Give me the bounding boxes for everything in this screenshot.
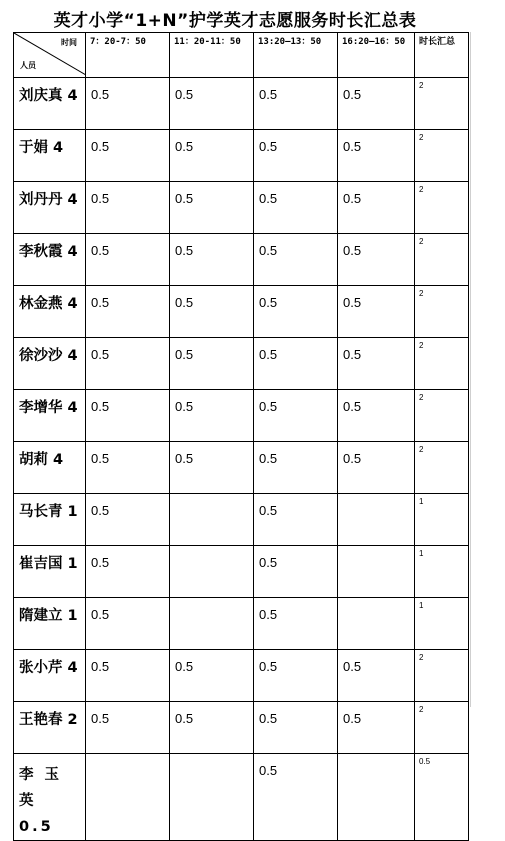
hours-cell: 0.5 [86, 494, 170, 546]
total-cell: 2 [415, 650, 469, 702]
person-name: 李秋霞 4 [14, 234, 86, 286]
person-name: 于娟 4 [14, 130, 86, 182]
hours-cell: 0.5 [170, 286, 254, 338]
table-row [14, 494, 469, 546]
hours-cell [170, 546, 254, 598]
hours-cell: 0.5 [254, 546, 338, 598]
hours-cell: 0.5 [170, 130, 254, 182]
hours-cell: 0.5 [338, 442, 415, 494]
table-row [14, 754, 469, 841]
hours-cell: 0.5 [254, 234, 338, 286]
hours-cell: 0.5 [338, 78, 415, 130]
hours-cell: 0.5 [254, 702, 338, 754]
person-name-line1: 李 玉 英 [19, 767, 63, 809]
hours-cell: 0.5 [86, 390, 170, 442]
hours-cell: 0.5 [254, 286, 338, 338]
hours-cell: 0.5 [338, 650, 415, 702]
hours-cell: 0.5 [170, 390, 254, 442]
person-name [14, 754, 86, 841]
hours-cell: 0.5 [254, 442, 338, 494]
total-cell: 1 [415, 546, 469, 598]
hours-cell: 0.5 [86, 598, 170, 650]
total-cell: 2 [415, 338, 469, 390]
document-title: 英才小学“1+N”护学英才志愿服务时长汇总表 [53, 11, 417, 31]
total-cell: 0.5 [415, 754, 469, 841]
hours-cell: 0.5 [254, 650, 338, 702]
total-cell: 2 [415, 286, 469, 338]
total-cell: 1 [415, 494, 469, 546]
header-slot-1: 7：20-7：50 [86, 33, 170, 78]
table-row [14, 598, 469, 650]
total-cell: 2 [415, 182, 469, 234]
total-cell: 2 [415, 442, 469, 494]
table-row [14, 442, 469, 494]
person-name: 张小芹 4 [14, 650, 86, 702]
hours-cell: 0.5 [170, 650, 254, 702]
person-name: 林金燕 4 [14, 286, 86, 338]
hours-cell [170, 754, 254, 841]
hours-cell: 0.5 [170, 78, 254, 130]
hours-cell: 0.5 [254, 338, 338, 390]
hours-cell: 0.5 [86, 338, 170, 390]
hours-cell: 0.5 [170, 338, 254, 390]
hours-cell [338, 546, 415, 598]
hours-cell: 0.5 [86, 442, 170, 494]
header-total: 时长汇总 [415, 33, 469, 78]
table-row [14, 130, 469, 182]
table-row [14, 234, 469, 286]
hours-cell: 0.5 [338, 390, 415, 442]
total-cell: 2 [415, 702, 469, 754]
hours-cell: 0.5 [254, 182, 338, 234]
volunteer-hours-table [13, 32, 469, 841]
table-row [14, 338, 469, 390]
total-cell: 2 [415, 390, 469, 442]
header-slot-2: 11：20-11：50 [170, 33, 254, 78]
header-time-label: 时间 [61, 38, 77, 47]
table-row [14, 78, 469, 130]
person-name: 崔吉国 1 [14, 546, 86, 598]
hours-cell: 0.5 [86, 546, 170, 598]
total-cell: 1 [415, 598, 469, 650]
hours-cell: 0.5 [170, 442, 254, 494]
hours-cell [338, 598, 415, 650]
hours-cell [86, 754, 170, 841]
table-row [14, 286, 469, 338]
hours-cell: 0.5 [254, 598, 338, 650]
hours-cell: 0.5 [86, 286, 170, 338]
header-slot-3: 13:20—13：50 [254, 33, 338, 78]
hours-cell: 0.5 [86, 702, 170, 754]
table-row [14, 390, 469, 442]
person-name: 隋建立 1 [14, 598, 86, 650]
table-row [14, 182, 469, 234]
person-name: 徐沙沙 4 [14, 338, 86, 390]
hours-cell: 0.5 [338, 338, 415, 390]
hours-cell: 0.5 [170, 702, 254, 754]
person-name: 刘丹丹 4 [14, 182, 86, 234]
hours-cell: 0.5 [338, 130, 415, 182]
hours-cell: 0.5 [254, 390, 338, 442]
table-row [14, 702, 469, 754]
hours-cell: 0.5 [338, 182, 415, 234]
table-row [14, 650, 469, 702]
hours-cell: 0.5 [254, 130, 338, 182]
hours-cell: 0.5 [86, 182, 170, 234]
hours-cell: 0.5 [86, 78, 170, 130]
person-name: 刘庆真 4 [14, 78, 86, 130]
hours-cell: 0.5 [254, 494, 338, 546]
hours-cell: 0.5 [86, 130, 170, 182]
total-cell: 2 [415, 78, 469, 130]
person-name: 李增华 4 [14, 390, 86, 442]
header-person-label: 人员 [20, 61, 36, 70]
hours-cell [170, 598, 254, 650]
person-name: 王艳春 2 [14, 702, 86, 754]
person-name: 马长青 1 [14, 494, 86, 546]
hours-cell: 0.5 [254, 78, 338, 130]
total-cell: 2 [415, 130, 469, 182]
hours-cell: 0.5 [86, 234, 170, 286]
table-row [14, 546, 469, 598]
hours-cell [338, 754, 415, 841]
hours-cell: 0.5 [254, 754, 338, 841]
header-row [14, 33, 469, 78]
page-edge [470, 32, 471, 707]
person-hours-line2: 0.5 [19, 819, 54, 835]
person-name: 胡莉 4 [14, 442, 86, 494]
hours-cell: 0.5 [338, 702, 415, 754]
hours-cell: 0.5 [170, 234, 254, 286]
hours-cell: 0.5 [338, 234, 415, 286]
hours-cell: 0.5 [170, 182, 254, 234]
header-slot-4: 16:20—16：50 [338, 33, 415, 78]
hours-cell [338, 494, 415, 546]
hours-cell [170, 494, 254, 546]
header-corner-cell [14, 33, 86, 78]
hours-cell: 0.5 [338, 286, 415, 338]
hours-cell: 0.5 [86, 650, 170, 702]
total-cell: 2 [415, 234, 469, 286]
